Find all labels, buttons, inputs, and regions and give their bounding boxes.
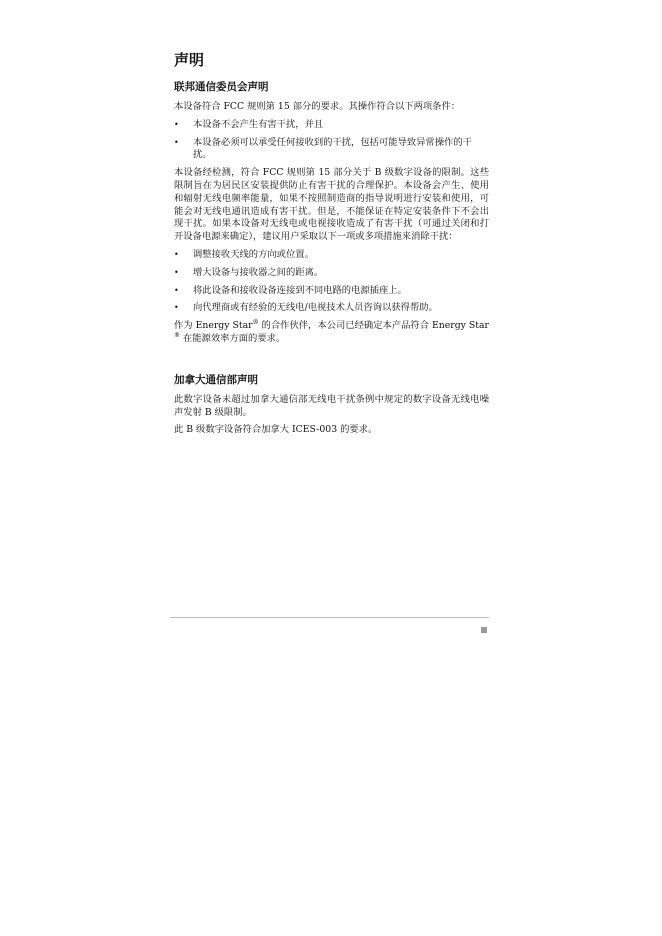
- list-item: [174, 249, 489, 262]
- fcc-heading: 联邦通信委员会声明: [174, 81, 269, 93]
- fcc-body: 本设备经检测，符合 FCC 规则第 15 部分关于 B 级数字设备的限制。这些限制旨在为居民区安装提供防止有害干扰的合理保护。本设备会产生、使用和辐射无线电频率能量，如果不按照制造商的指导说明进行安装和使用，可能会对无线电通讯造成有害干扰。但是，不能保证在特定安装条件下不会出现干扰。如果本设备对无线电或电视接收造成了有害干扰（可通过关闭和打开设备电源来确定），建议用户采取以下一项或多项措施来消除干扰：: [174, 167, 489, 243]
- registered-mark: ®: [252, 319, 259, 327]
- bullet-icon: •: [174, 267, 179, 277]
- measure-text: 向代理商或有经验的无线电/电视技术人员咨询以获得帮助。: [193, 302, 438, 314]
- fcc-conditions-list: [174, 119, 489, 162]
- fcc-measures-list: [174, 249, 489, 315]
- condition-text: 本设备不会产生有害干扰，并且: [193, 118, 324, 130]
- energy-star-text-2: 的合作伙伴，本公司已经确定本产品符合 Energy Star: [258, 320, 489, 332]
- fcc-intro: 本设备符合 FCC 规则第 15 部分的要求。其操作符合以下两项条件：: [174, 101, 461, 112]
- bullet-icon: •: [174, 119, 179, 129]
- measure-text: 将此设备和接收设备连接到不同电路的电源插座上。: [193, 284, 407, 296]
- canada-heading: 加拿大通信部声明: [174, 373, 258, 386]
- list-item: [174, 302, 489, 315]
- energy-star-text-3: 在能源效率方面的要求。: [180, 332, 286, 344]
- measure-text: 调整接收天线的方向或位置。: [193, 248, 314, 260]
- bullet-icon: •: [174, 137, 179, 147]
- canada-paragraph-1: 此数字设备未超过加拿大通信部无线电干扰条例中规定的数字设备无线电噪声发射 B 级限制。: [174, 393, 489, 418]
- bullet-icon: •: [174, 303, 179, 313]
- list-item: [174, 137, 489, 163]
- page-title: 声明: [174, 51, 205, 69]
- footer-divider: [170, 617, 489, 618]
- energy-star-text-1: 作为 Energy Star: [174, 320, 253, 332]
- bullet-icon: •: [174, 285, 179, 295]
- page-marker-icon: [481, 627, 487, 633]
- list-item: [174, 285, 489, 298]
- section-spacer: [174, 351, 489, 373]
- bullet-icon: •: [174, 249, 179, 259]
- registered-mark: ®: [174, 331, 180, 339]
- list-item: [174, 267, 489, 280]
- energy-star-statement: [174, 320, 489, 346]
- measure-text: 增大设备与接收器之间的距离。: [193, 266, 324, 278]
- canada-paragraph-2: 此 B 级数字设备符合加拿大 ICES-003 的要求。: [174, 424, 378, 436]
- statement-page: [174, 50, 489, 442]
- list-item: [174, 119, 489, 132]
- condition-text: 本设备必须可以承受任何接收到的干扰，包括可能导致异常操作的干扰。: [193, 136, 472, 161]
